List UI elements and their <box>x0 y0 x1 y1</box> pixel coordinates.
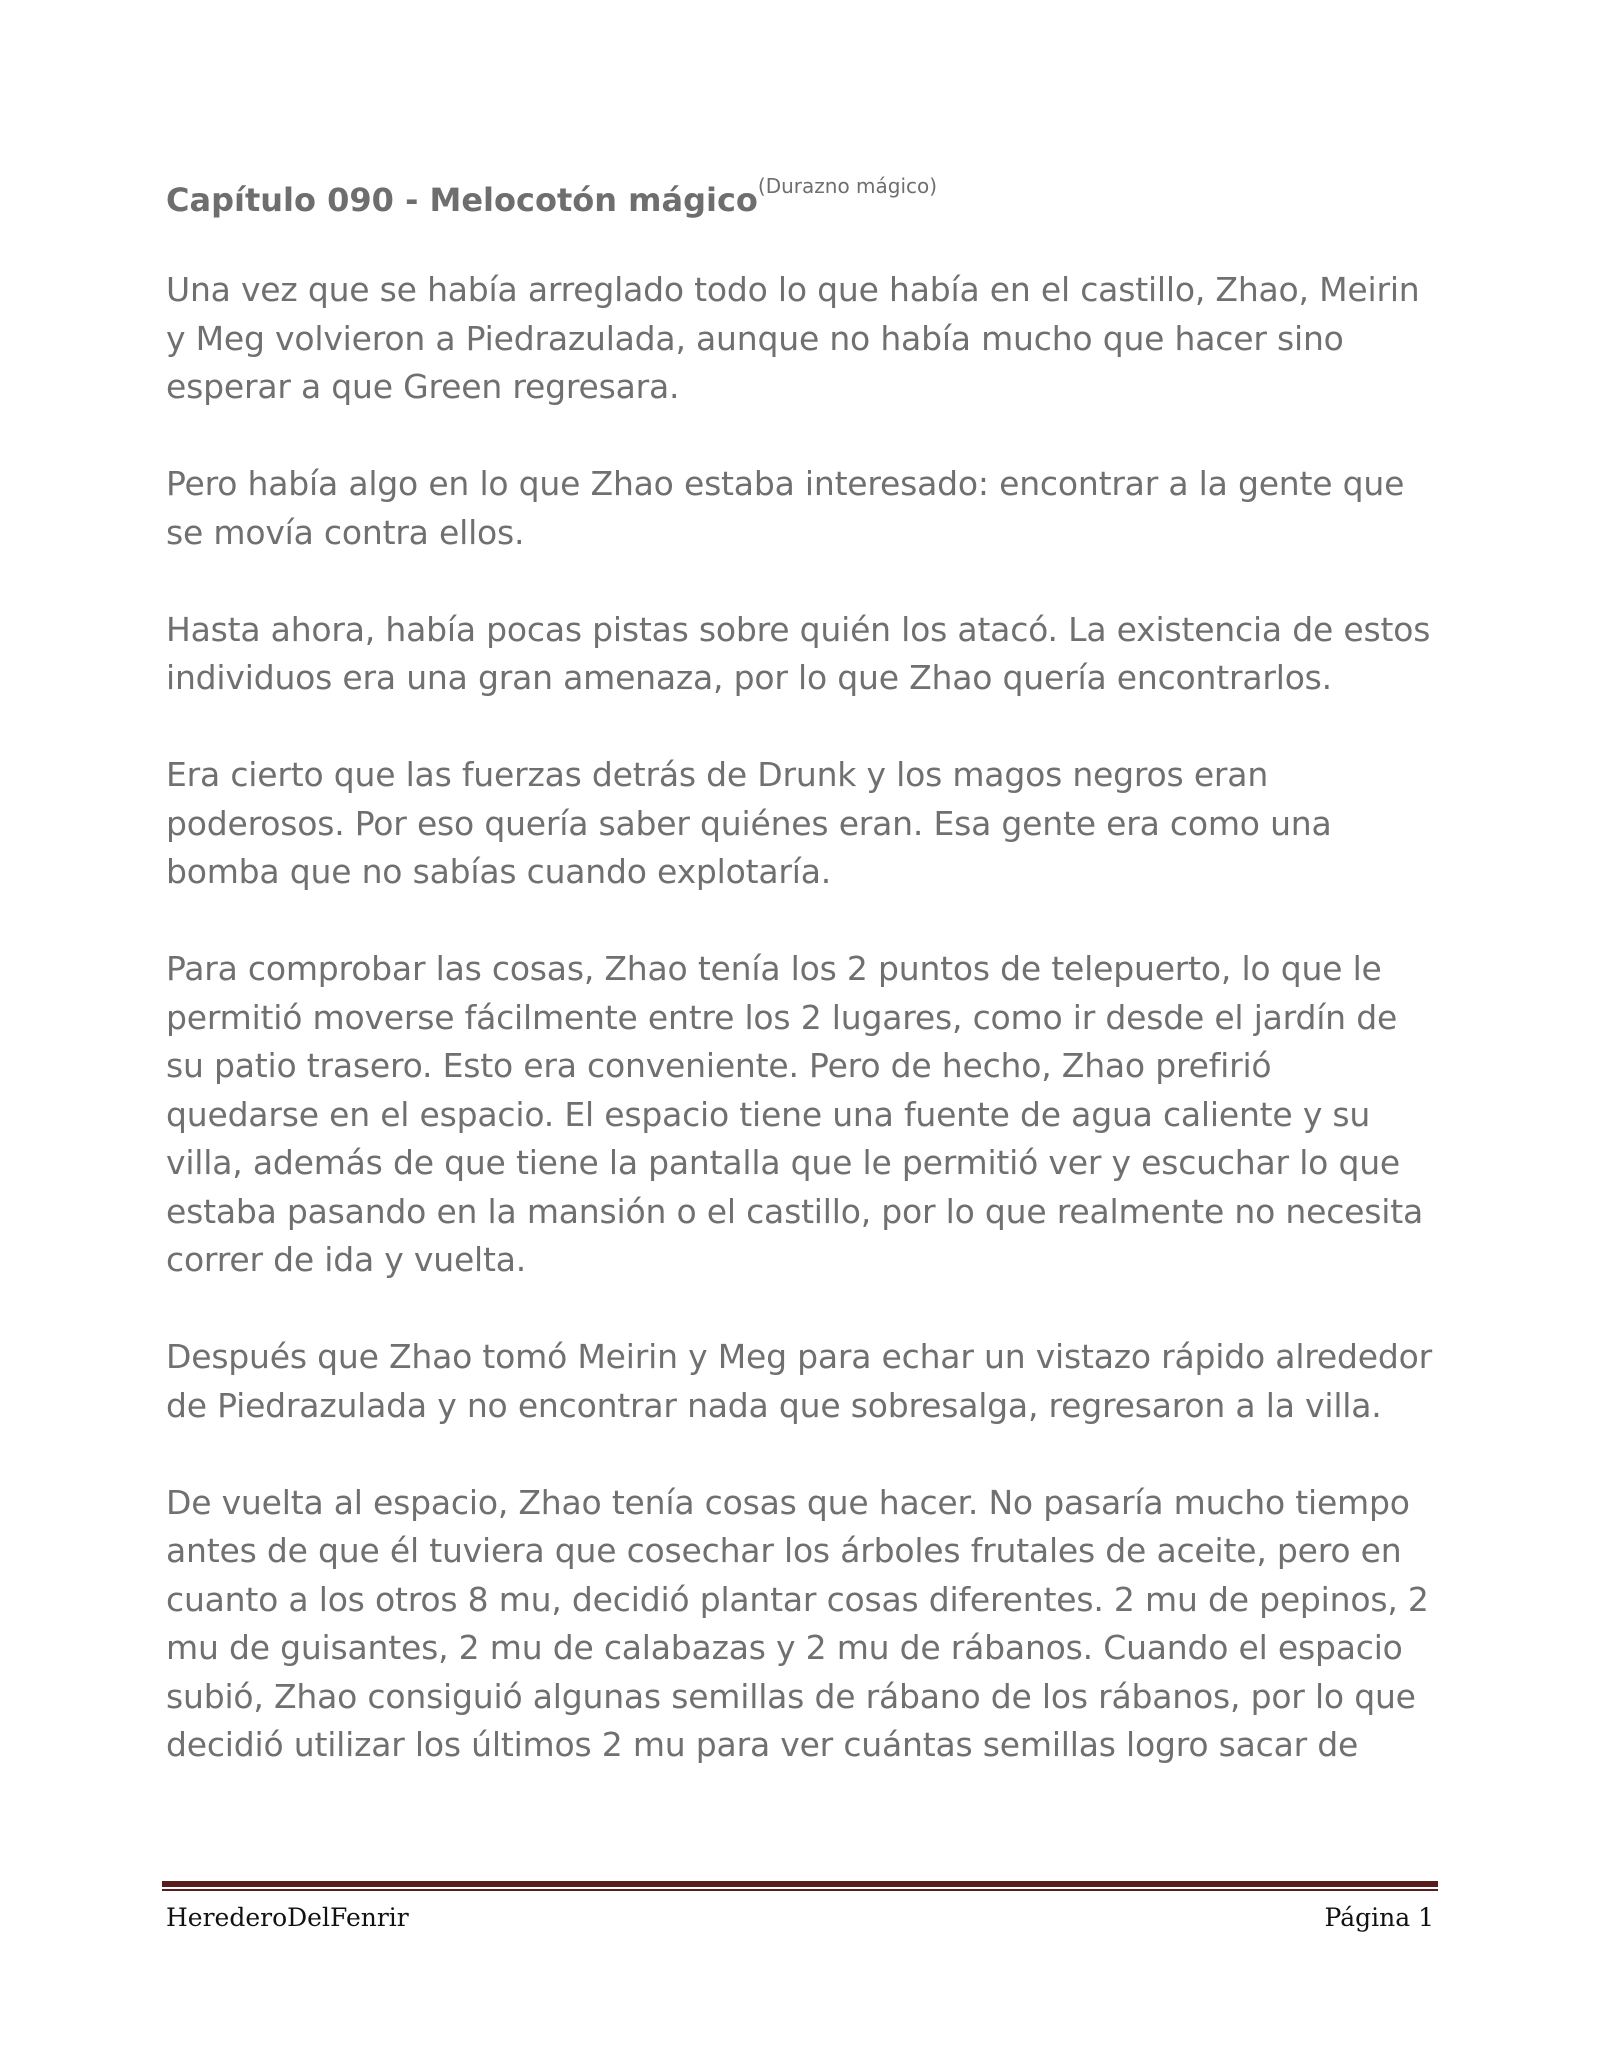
footer-author: HerederoDelFenrir <box>166 1903 409 1932</box>
chapter-title <box>166 174 1434 222</box>
chapter-title-superscript: (Durazno mágico) <box>757 174 938 199</box>
chapter-title-text: Capítulo 090 - Melocotón mágico <box>166 181 758 219</box>
paragraph: Después que Zhao tomó Meirin y Meg para echar un vistazo rápido alrededor de Piedrazulada y no encontrar nada que sobresalga, regresaron a la villa. <box>166 1337 1432 1425</box>
page-footer <box>166 1903 1434 1932</box>
footer-page-number: Página 1 <box>1324 1903 1434 1932</box>
footer-divider-thin <box>162 1889 1438 1891</box>
paragraph: De vuelta al espacio, Zhao tenía cosas que hacer. No pasaría mucho tiempo antes de que él tuviera que cosechar los árboles frutales de aceite, pero en cuanto a los otros 8 mu, decidió plantar cosas diferentes. 2 mu de pepinos, 2 mu de guisantes, 2 mu de calabazas y 2 mu de rábanos. Cuando el espacio subió, Zhao consiguió algunas semillas de rábano de los rábanos, por lo que decidió utilizar los últimos 2 mu para ver cuántas semillas logro sacar de <box>166 1482 1429 1764</box>
document-body <box>166 174 1434 1818</box>
paragraph: Pero había algo en lo que Zhao estaba interesado: encontrar a la gente que se movía contra ellos. <box>166 464 1405 552</box>
footer-divider <box>162 1881 1438 1887</box>
paragraph: Era cierto que las fuerzas detrás de Drunk y los magos negros eran poderosos. Por eso quería saber quiénes eran. Esa gente era como una bomba que no sabías cuando explotaría. <box>166 755 1332 891</box>
paragraph: Para comprobar las cosas, Zhao tenía los 2 puntos de telepuerto, lo que le permitió moverse fácilmente entre los 2 lugares, como ir desde el jardín de su patio trasero. Esto era conveniente. Pero de hecho, Zhao prefirió quedarse en el espacio. El espacio tiene una fuente de agua caliente y su villa, además de que tiene la pantalla que le permitió ver y escuchar lo que estaba pasando en la mansión o el castillo, por lo que realmente no necesita correr de ida y vuelta. <box>166 949 1423 1279</box>
paragraph: Hasta ahora, había pocas pistas sobre quién los atacó. La existencia de estos individuos era una gran amenaza, por lo que Zhao quería encontrarlos. <box>166 609 1431 697</box>
paragraph: Una vez que se había arreglado todo lo que había en el castillo, Zhao, Meirin y Meg volvieron a Piedrazulada, aunque no había mucho que hacer sino esperar a que Green regresara. <box>166 270 1420 406</box>
